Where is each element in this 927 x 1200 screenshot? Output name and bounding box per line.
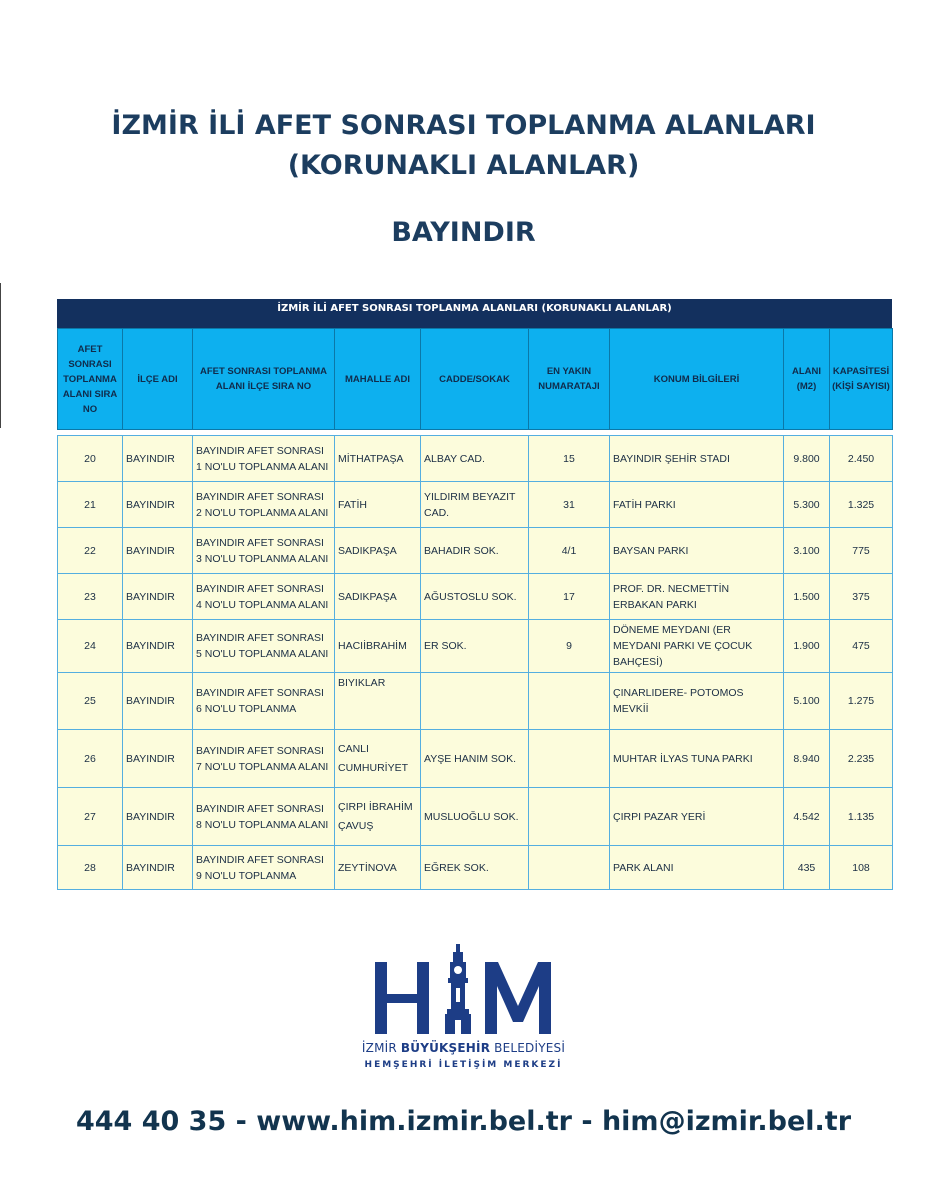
cell-sira-no: 20 (58, 436, 123, 482)
cell-ilce: BAYINDIR (123, 730, 193, 788)
page-title-line2: (KORUNAKLI ALANLAR) (287, 150, 640, 181)
cell-sira-no: 28 (58, 846, 123, 890)
cell-numarataj: 17 (529, 574, 610, 620)
table-row (58, 574, 893, 620)
cell-konum: PARK ALANI (610, 846, 784, 890)
cell-numarataj: 9 (529, 620, 610, 673)
cell-konum: PROF. DR. NECMETTİN ERBAKAN PARKI (610, 574, 784, 620)
cell-konum: BAYSAN PARKI (610, 528, 784, 574)
cell-numarataj (529, 846, 610, 890)
cell-alan-adi: BAYINDIR AFET SONRASI 2 NO'LU TOPLANMA ALANI (193, 482, 335, 528)
table-row (58, 673, 893, 730)
cell-alani: 1.500 (784, 574, 830, 620)
cell-mahalle: ZEYTİNOVA (335, 846, 421, 890)
cell-mahalle: CANLI CUMHURİYET (335, 730, 421, 788)
cell-cadde: AĞUSTOSLU SOK. (421, 574, 529, 620)
logo-institution-name (0, 1041, 927, 1055)
district-title: BAYINDIR (391, 217, 536, 248)
page-title-line1: İZMİR İLİ AFET SONRASI TOPLANMA ALANLARI (111, 110, 816, 141)
col-header-kapasite: KAPASİTESİ (KİŞİ SAYISI) (830, 329, 893, 430)
cell-ilce: BAYINDIR (123, 574, 193, 620)
cell-numarataj: 31 (529, 482, 610, 528)
cell-alani: 1.900 (784, 620, 830, 673)
cell-alani: 9.800 (784, 436, 830, 482)
cell-ilce: BAYINDIR (123, 436, 193, 482)
cell-alan-adi: BAYINDIR AFET SONRASI 6 NO'LU TOPLANMA (193, 673, 335, 730)
cell-kapasite: 1.135 (830, 788, 893, 846)
cell-ilce: BAYINDIR (123, 528, 193, 574)
col-header-ilce-sira-no: AFET SONRASI TOPLANMA ALANI İLÇE SIRA NO (193, 329, 335, 430)
cell-numarataj (529, 730, 610, 788)
cell-kapasite: 2.235 (830, 730, 893, 788)
cell-numarataj (529, 673, 610, 730)
cell-cadde: ALBAY CAD. (421, 436, 529, 482)
gathering-areas-table (57, 328, 893, 890)
cell-mahalle: MİTHATPAŞA (335, 436, 421, 482)
footer-contact-info: 444 40 35 - www.him.izmir.bel.tr - him@izmir.bel.tr (75, 1106, 852, 1137)
col-header-ilce-adi: İLÇE ADI (123, 329, 193, 430)
cell-alani: 5.300 (784, 482, 830, 528)
cell-alani: 5.100 (784, 673, 830, 730)
cell-ilce: BAYINDIR (123, 620, 193, 673)
col-header-cadde-sokak: CADDE/SOKAK (421, 329, 529, 430)
cell-alan-adi: BAYINDIR AFET SONRASI 3 NO'LU TOPLANMA ALANI (193, 528, 335, 574)
cell-alani: 8.940 (784, 730, 830, 788)
cell-kapasite: 1.325 (830, 482, 893, 528)
cell-sira-no: 22 (58, 528, 123, 574)
cell-konum: ÇIRPI PAZAR YERİ (610, 788, 784, 846)
logo-text-belediyesi: BELEDİYESİ (494, 1041, 566, 1055)
cell-alan-adi: BAYINDIR AFET SONRASI 1 NO'LU TOPLANMA ALANI (193, 436, 335, 482)
cell-sira-no: 21 (58, 482, 123, 528)
cell-cadde: BAHADIR SOK. (421, 528, 529, 574)
col-header-numarataj: EN YAKIN NUMARATAJI (529, 329, 610, 430)
cell-sira-no: 25 (58, 673, 123, 730)
table-banner: İZMİR İLİ AFET SONRASI TOPLANMA ALANLARI (KORUNAKLI ALANLAR) (57, 299, 892, 328)
cell-mahalle: FATİH (335, 482, 421, 528)
logo-text-buyuksehir: BÜYÜKŞEHİR (400, 1041, 491, 1055)
cell-mahalle: ÇIRPI İBRAHİM ÇAVUŞ (335, 788, 421, 846)
cell-ilce: BAYINDIR (123, 673, 193, 730)
cell-konum: ÇINARLIDERE- POTOMOS MEVKİİ (610, 673, 784, 730)
table-row (58, 788, 893, 846)
col-header-alani: ALANI (M2) (784, 329, 830, 430)
edge-divider (0, 283, 1, 428)
cell-ilce: BAYINDIR (123, 846, 193, 890)
col-header-sira-no: AFET SONRASI TOPLANMA ALANI SIRA NO (58, 329, 123, 430)
him-logo (355, 940, 585, 1080)
table-row (58, 436, 893, 482)
cell-mahalle: BIYIKLAR (335, 673, 421, 730)
table-header-row (58, 329, 893, 430)
cell-kapasite: 375 (830, 574, 893, 620)
cell-mahalle: SADIKPAŞA (335, 528, 421, 574)
cell-cadde: EĞREK SOK. (421, 846, 529, 890)
logo-text-izmir: İZMİR (361, 1041, 397, 1055)
cell-kapasite: 1.275 (830, 673, 893, 730)
cell-sira-no: 27 (58, 788, 123, 846)
cell-mahalle: SADIKPAŞA (335, 574, 421, 620)
cell-mahalle: HACIİBRAHİM (335, 620, 421, 673)
cell-sira-no: 24 (58, 620, 123, 673)
gathering-areas-table-container (57, 299, 892, 890)
cell-sira-no: 26 (58, 730, 123, 788)
cell-numarataj: 15 (529, 436, 610, 482)
cell-cadde: YILDIRIM BEYAZIT CAD. (421, 482, 529, 528)
cell-numarataj (529, 788, 610, 846)
cell-sira-no: 23 (58, 574, 123, 620)
table-row (58, 730, 893, 788)
cell-alan-adi: BAYINDIR AFET SONRASI 8 NO'LU TOPLANMA ALANI (193, 788, 335, 846)
cell-kapasite: 2.450 (830, 436, 893, 482)
cell-alan-adi: BAYINDIR AFET SONRASI 5 NO'LU TOPLANMA ALANI (193, 620, 335, 673)
table-row (58, 482, 893, 528)
cell-ilce: BAYINDIR (123, 788, 193, 846)
cell-alan-adi: BAYINDIR AFET SONRASI 9 NO'LU TOPLANMA (193, 846, 335, 890)
page-title (0, 106, 927, 186)
cell-kapasite: 775 (830, 528, 893, 574)
col-header-mahalle: MAHALLE ADI (335, 329, 421, 430)
cell-numarataj: 4/1 (529, 528, 610, 574)
cell-konum: DÖNEME MEYDANI (ER MEYDANI PARKI VE ÇOCUK BAHÇESİ) (610, 620, 784, 673)
logo-subtitle: HEMŞEHRİ İLETİŞİM MERKEZİ (364, 1060, 563, 1070)
cell-konum: BAYINDIR ŞEHİR STADI (610, 436, 784, 482)
cell-alan-adi: BAYINDIR AFET SONRASI 4 NO'LU TOPLANMA ALANI (193, 574, 335, 620)
cell-kapasite: 475 (830, 620, 893, 673)
cell-alani: 3.100 (784, 528, 830, 574)
cell-alani: 4.542 (784, 788, 830, 846)
cell-kapasite: 108 (830, 846, 893, 890)
table-row (58, 620, 893, 673)
cell-konum: MUHTAR İLYAS TUNA PARKI (610, 730, 784, 788)
cell-cadde: MUSLUOĞLU SOK. (421, 788, 529, 846)
cell-konum: FATİH PARKI (610, 482, 784, 528)
table-row (58, 528, 893, 574)
cell-cadde: AYŞE HANIM SOK. (421, 730, 529, 788)
cell-cadde (421, 673, 529, 730)
cell-alani: 435 (784, 846, 830, 890)
cell-alan-adi: BAYINDIR AFET SONRASI 7 NO'LU TOPLANMA ALANI (193, 730, 335, 788)
cell-cadde: ER SOK. (421, 620, 529, 673)
cell-ilce: BAYINDIR (123, 482, 193, 528)
col-header-konum: KONUM BİLGİLERİ (610, 329, 784, 430)
table-row (58, 846, 893, 890)
